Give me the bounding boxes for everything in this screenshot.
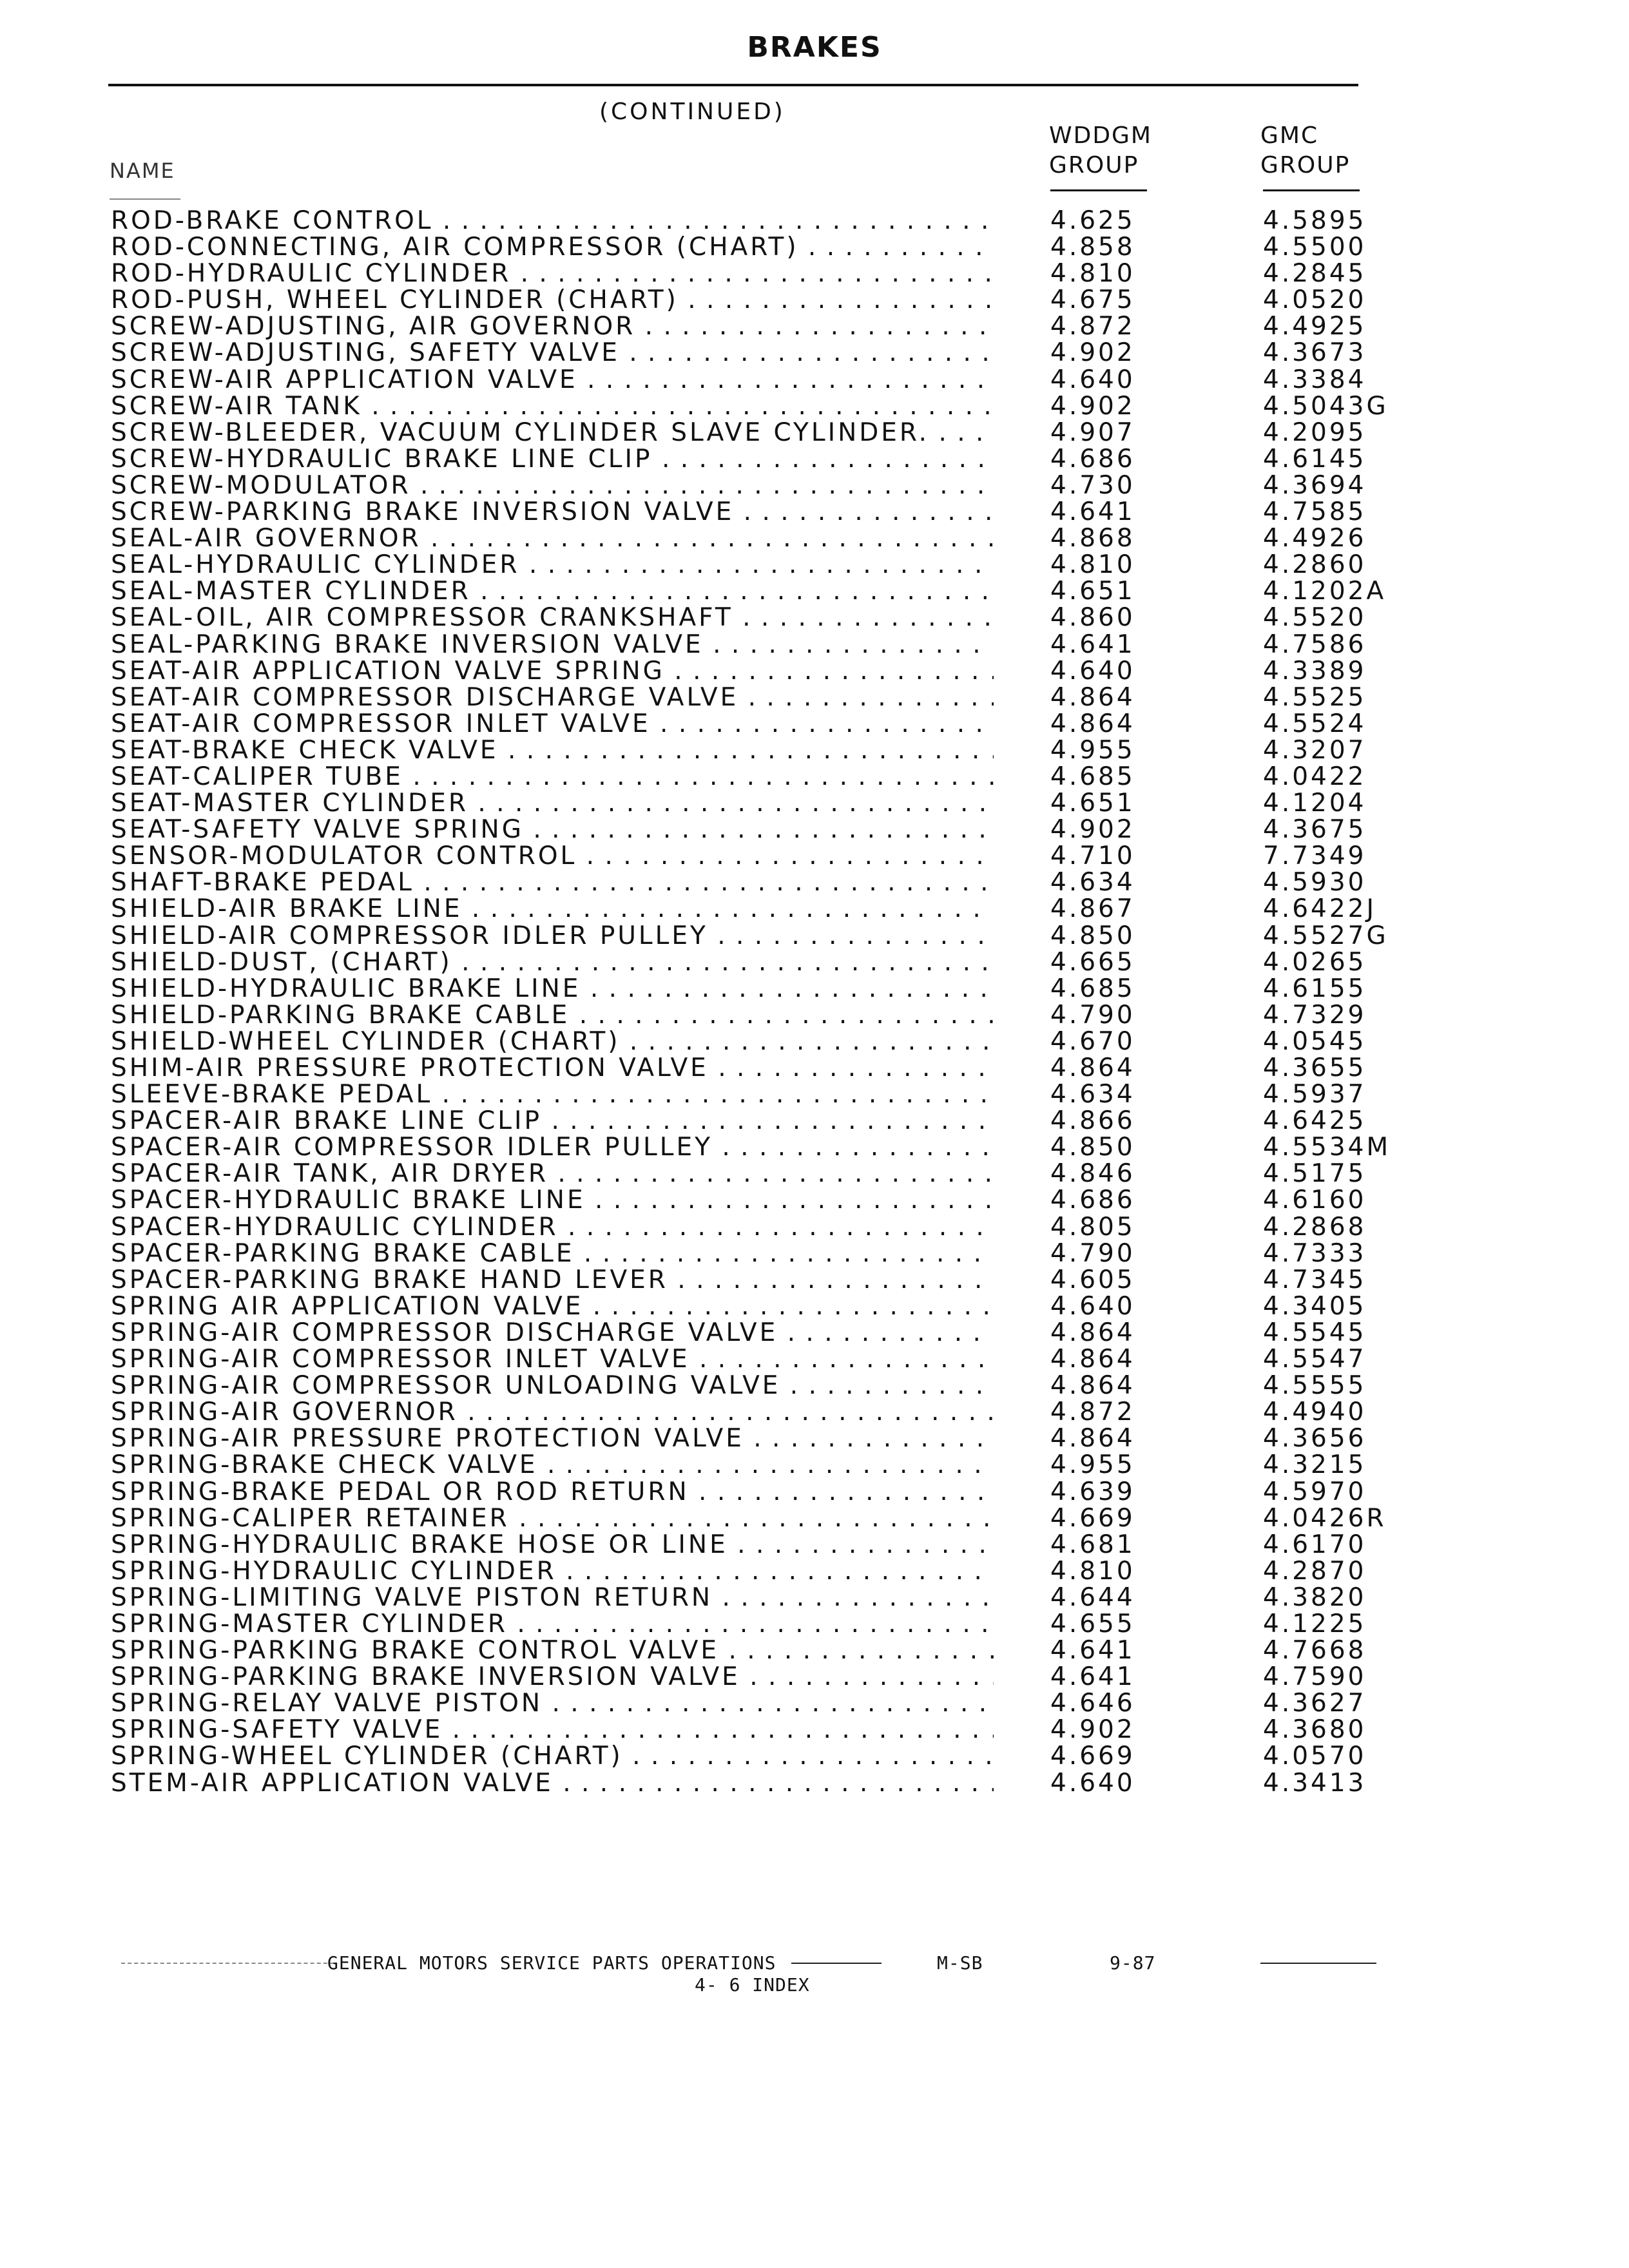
gmc-group-number: 4.6422J [1263,894,1376,924]
gmc-group-number: 4.7345 [1263,1265,1367,1294]
gmc-group-number: 4.3680 [1263,1715,1367,1745]
gmc-group-number: 4.5043G [1263,391,1389,421]
part-name: SPRING-AIR COMPRESSOR UNLOADING VALVE . . . [111,1372,994,1399]
wddgm-group-number: 4.850 [1050,1133,1135,1162]
gmc-group-number: 4.3384 [1263,365,1367,394]
wddgm-group-number: 4.864 [1050,1053,1135,1082]
index-row [0,578,1629,604]
index-row [0,896,1629,922]
wddgm-group-number: 4.605 [1050,1265,1135,1294]
wddgm-group-number: 4.864 [1050,1424,1135,1454]
wddgm-group-number: 4.634 [1050,1080,1135,1110]
wddgm-group-number: 4.686 [1050,444,1135,474]
index-row [0,287,1629,313]
wddgm-group-number: 4.675 [1050,285,1135,315]
part-name: SPRING-AIR GOVERNOR . . . [111,1399,994,1425]
wddgm-group-number: 4.669 [1050,1503,1135,1533]
wddgm-group-number: 4.641 [1050,1636,1135,1666]
wddgm-group-number: 4.790 [1050,1238,1135,1268]
index-row [0,764,1629,790]
part-name: SEAT-SAFETY VALVE SPRING . . . [111,816,994,843]
name-header-rule [110,198,180,200]
footer-code: M-SB [937,1952,983,1974]
wddgm-group-number: 4.651 [1050,577,1135,606]
part-name: SEAT-BRAKE CHECK VALVE . . . [111,737,994,764]
index-row [0,1240,1629,1267]
wddgm-header-rule [1050,189,1147,191]
part-name: SHIELD-AIR BRAKE LINE . . . [111,896,994,922]
index-row [0,340,1629,366]
title-rule [108,84,1358,86]
part-name: SENSOR-MODULATOR CONTROL . . . [111,843,994,869]
part-name: SHIELD-PARKING BRAKE CABLE . . . [111,1002,994,1028]
wddgm-group-number: 4.864 [1050,682,1135,712]
gmc-group-number: 4.0545 [1263,1026,1367,1056]
part-name: ROD-CONNECTING, AIR COMPRESSOR (CHART) . . . [111,234,994,260]
index-row [0,260,1629,287]
index-row [0,1081,1629,1108]
wddgm-group-number: 4.902 [1050,338,1135,368]
part-name: SEAT-CALIPER TUBE . . . [111,764,994,790]
part-name: SPRING-AIR COMPRESSOR INLET VALVE . . . [111,1346,994,1372]
continued-label: (CONTINUED) [599,99,786,125]
index-row [0,525,1629,552]
index-row [0,393,1629,419]
part-name: SPRING-BRAKE CHECK VALVE . . . [111,1452,994,1478]
wddgm-group-number: 4.860 [1050,603,1135,633]
gmc-group-number: 4.6425 [1263,1106,1367,1136]
gmc-column-header [1260,121,1350,180]
gmc-group-number: 4.6170 [1263,1530,1367,1559]
footer-right-rule [1260,1963,1376,1964]
gmc-group-number: 4.6155 [1263,974,1367,1003]
wddgm-group-number: 4.646 [1050,1689,1135,1718]
parts-index-list [0,207,1629,1796]
gmc-group-number: 4.5970 [1263,1477,1367,1506]
part-name: SCREW-ADJUSTING, AIR GOVERNOR . . . [111,313,994,340]
wddgm-group-number: 4.902 [1050,391,1135,421]
wddgm-group-number: 4.655 [1050,1609,1135,1639]
index-row [0,1770,1629,1796]
index-row [0,1532,1629,1558]
part-name: SHIELD-HYDRAULIC BRAKE LINE . . . [111,975,994,1002]
wddgm-header-line-2: GROUP [1049,152,1139,178]
part-name: SCREW-AIR TANK . . . [111,393,994,419]
index-row [0,1611,1629,1637]
gmc-group-number: 4.2845 [1263,259,1367,289]
wddgm-group-number: 4.625 [1050,206,1135,235]
part-name: SHIM-AIR PRESSURE PROTECTION VALVE . . . [111,1055,994,1081]
part-name: SHIELD-AIR COMPRESSOR IDLER PULLEY . . . [111,923,994,949]
gmc-group-number: 4.3389 [1263,656,1367,686]
gmc-group-number: 4.5527G [1263,921,1389,950]
gmc-group-number: 4.2870 [1263,1556,1367,1586]
gmc-group-number: 4.3627 [1263,1689,1367,1718]
wddgm-group-number: 4.685 [1050,762,1135,791]
index-row [0,1452,1629,1478]
gmc-group-number: 4.3656 [1263,1424,1367,1454]
part-name: SHAFT-BRAKE PEDAL . . . [111,869,994,896]
gmc-group-number: 4.0265 [1263,947,1367,977]
index-row [0,631,1629,658]
gmc-group-number: 4.2860 [1263,550,1367,580]
gmc-group-number: 4.4940 [1263,1398,1367,1427]
index-row [0,604,1629,631]
gmc-group-number: 4.3215 [1263,1450,1367,1480]
wddgm-column-header [1049,121,1152,180]
wddgm-group-number: 4.864 [1050,709,1135,738]
wddgm-group-number: 4.640 [1050,365,1135,394]
index-row [0,737,1629,764]
part-name: SPRING-PARKING BRAKE CONTROL VALVE . . . [111,1637,994,1664]
part-name: SPACER-AIR COMPRESSOR IDLER PULLEY . . . [111,1134,994,1160]
part-name: SCREW-HYDRAULIC BRAKE LINE CLIP . . . [111,446,994,472]
index-row [0,472,1629,499]
part-name: SCREW-ADJUSTING, SAFETY VALVE . . . [111,340,994,366]
index-row [0,1479,1629,1505]
index-row [0,1293,1629,1320]
gmc-group-number: 4.5524 [1263,709,1367,738]
gmc-group-number: 4.5525 [1263,682,1367,712]
gmc-group-number: 4.1225 [1263,1609,1367,1639]
part-name: SPRING-WHEEL CYLINDER (CHART) . . . [111,1743,994,1769]
part-name: SEAL-AIR GOVERNOR . . . [111,525,994,552]
index-row [0,1743,1629,1769]
wddgm-group-number: 4.872 [1050,1398,1135,1427]
index-row [0,552,1629,578]
part-name: SEAL-MASTER CYLINDER . . . [111,578,994,604]
wddgm-group-number: 4.864 [1050,1371,1135,1401]
gmc-group-number: 4.3820 [1263,1582,1367,1612]
index-row [0,684,1629,711]
gmc-group-number: 4.5175 [1263,1159,1367,1189]
gmc-group-number: 4.4926 [1263,524,1367,553]
part-name: SPACER-AIR BRAKE LINE CLIP . . . [111,1108,994,1134]
part-name: SLEEVE-BRAKE PEDAL . . . [111,1081,994,1108]
gmc-group-number: 4.5937 [1263,1080,1367,1110]
part-name: SEAT-AIR COMPRESSOR DISCHARGE VALVE . . . [111,684,994,711]
name-column-header: NAME [110,159,175,183]
part-name: SPRING-SAFETY VALVE . . . [111,1716,994,1743]
index-row [0,1028,1629,1055]
wddgm-group-number: 4.641 [1050,497,1135,527]
wddgm-group-number: 4.686 [1050,1186,1135,1215]
part-name: SPACER-PARKING BRAKE HAND LEVER . . . [111,1267,994,1293]
index-row [0,367,1629,393]
gmc-group-number: 4.5895 [1263,206,1367,235]
wddgm-group-number: 4.790 [1050,1000,1135,1030]
footer-publisher: GENERAL MOTORS SERVICE PARTS OPERATIONS [327,1952,776,1974]
part-name: SCREW-AIR APPLICATION VALVE . . . [111,367,994,393]
gmc-group-number: 4.6160 [1263,1186,1367,1215]
gmc-group-number: 4.7586 [1263,629,1367,659]
index-row [0,1108,1629,1134]
index-row [0,790,1629,816]
gmc-group-number: 4.5547 [1263,1345,1367,1374]
gmc-group-number: 4.1204 [1263,789,1367,818]
index-row [0,1160,1629,1187]
index-row [0,843,1629,869]
index-row [0,1716,1629,1743]
gmc-group-number: 4.0570 [1263,1742,1367,1771]
part-name: SEAL-HYDRAULIC CYLINDER . . . [111,552,994,578]
index-row [0,1346,1629,1372]
index-row [0,313,1629,340]
gmc-group-number: 4.1202A [1263,577,1387,606]
wddgm-group-number: 4.681 [1050,1530,1135,1559]
index-row [0,446,1629,472]
gmc-group-number: 4.7668 [1263,1636,1367,1666]
wddgm-group-number: 4.685 [1050,974,1135,1003]
index-row [0,1664,1629,1690]
gmc-group-number: 4.7329 [1263,1000,1367,1030]
index-row [0,816,1629,843]
gmc-group-number: 4.5545 [1263,1318,1367,1347]
wddgm-group-number: 4.866 [1050,1106,1135,1136]
wddgm-group-number: 4.864 [1050,1345,1135,1374]
wddgm-group-number: 4.868 [1050,524,1135,553]
wddgm-group-number: 4.907 [1050,418,1135,447]
footer-date: 9-87 [1110,1952,1156,1974]
index-row [0,923,1629,949]
gmc-group-number: 4.0426R [1263,1503,1387,1533]
gmc-group-number: 4.0520 [1263,285,1367,315]
gmc-header-line-2: GROUP [1260,152,1351,178]
wddgm-group-number: 4.641 [1050,1662,1135,1692]
wddgm-group-number: 4.810 [1050,259,1135,289]
gmc-group-number: 4.3675 [1263,815,1367,845]
index-row [0,1505,1629,1532]
part-name: SPACER-HYDRAULIC BRAKE LINE . . . [111,1187,994,1213]
gmc-group-number: 4.5500 [1263,233,1367,262]
gmc-group-number: 4.7333 [1263,1238,1367,1268]
wddgm-group-number: 4.805 [1050,1212,1135,1242]
part-name: SPRING-MASTER CYLINDER . . . [111,1611,994,1637]
part-name: SPRING-BRAKE PEDAL OR ROD RETURN . . . [111,1479,994,1505]
wddgm-group-number: 4.955 [1050,735,1135,765]
part-name: SEAL-OIL, AIR COMPRESSOR CRANKSHAFT . . . [111,604,994,631]
gmc-group-number: 4.3207 [1263,735,1367,765]
wddgm-group-number: 4.864 [1050,1318,1135,1347]
part-name: SEAT-AIR COMPRESSOR INLET VALVE . . . [111,711,994,737]
gmc-group-number: 4.0422 [1263,762,1367,791]
wddgm-group-number: 4.810 [1050,1556,1135,1586]
index-row [0,207,1629,234]
gmc-group-number: 4.7585 [1263,497,1367,527]
index-row [0,499,1629,525]
wddgm-group-number: 4.641 [1050,629,1135,659]
wddgm-group-number: 4.634 [1050,868,1135,898]
wddgm-group-number: 4.872 [1050,312,1135,341]
gmc-group-number: 4.3405 [1263,1291,1367,1321]
part-name: SPRING-AIR COMPRESSOR DISCHARGE VALVE . . . [111,1320,994,1346]
index-row [0,419,1629,446]
part-name: SPRING-RELAY VALVE PISTON . . . [111,1690,994,1716]
gmc-group-number: 4.6145 [1263,444,1367,474]
wddgm-group-number: 4.665 [1050,947,1135,977]
index-row [0,1690,1629,1716]
wddgm-group-number: 4.902 [1050,1715,1135,1745]
gmc-header-rule [1263,189,1360,191]
index-row [0,1187,1629,1213]
index-row [0,1320,1629,1346]
wddgm-group-number: 4.730 [1050,470,1135,500]
wddgm-group-number: 4.644 [1050,1582,1135,1612]
gmc-group-number: 4.3655 [1263,1053,1367,1082]
gmc-group-number: 4.5555 [1263,1371,1367,1401]
wddgm-group-number: 4.669 [1050,1742,1135,1771]
index-row [0,1637,1629,1664]
wddgm-header-line-1: WDDGM [1049,122,1152,149]
index-row [0,1055,1629,1081]
gmc-group-number: 4.3694 [1263,470,1367,500]
index-row [0,1372,1629,1399]
part-name: SPACER-HYDRAULIC CYLINDER . . . [111,1214,994,1240]
page-title: BRAKES [747,31,882,64]
part-name: SCREW-BLEEDER, VACUUM CYLINDER SLAVE CYLINDER. . . . [111,419,994,446]
part-name: SPRING-CALIPER RETAINER . . . [111,1505,994,1532]
wddgm-group-number: 4.639 [1050,1477,1135,1506]
part-name: SCREW-MODULATOR . . . [111,472,994,499]
part-name: SPACER-PARKING BRAKE CABLE . . . [111,1240,994,1267]
gmc-group-number: 7.7349 [1263,841,1367,871]
index-row [0,975,1629,1002]
index-row [0,1558,1629,1584]
footer-index: 4- 6 INDEX [695,1974,810,1995]
part-name: ROD-PUSH, WHEEL CYLINDER (CHART) . . . [111,287,994,313]
gmc-header-line-1: GMC [1260,122,1319,149]
gmc-group-number: 4.7590 [1263,1662,1367,1692]
part-name: SPRING-PARKING BRAKE INVERSION VALVE . . . [111,1664,994,1690]
part-name: SHIELD-WHEEL CYLINDER (CHART) . . . [111,1028,994,1055]
wddgm-group-number: 4.867 [1050,894,1135,924]
part-name: SHIELD-DUST, (CHART) . . . [111,949,994,975]
index-row [0,1134,1629,1160]
part-name: SEAT-AIR APPLICATION VALVE SPRING . . . [111,658,994,684]
part-name: ROD-HYDRAULIC CYLINDER . . . [111,260,994,287]
part-name: SPRING AIR APPLICATION VALVE . . . [111,1293,994,1320]
part-name: SEAL-PARKING BRAKE INVERSION VALVE . . . [111,631,994,658]
part-name: SPRING-LIMITING VALVE PISTON RETURN . . . [111,1584,994,1611]
wddgm-group-number: 4.955 [1050,1450,1135,1480]
index-row [0,1425,1629,1452]
gmc-group-number: 4.3413 [1263,1768,1367,1798]
part-name: ROD-BRAKE CONTROL . . . [111,207,994,234]
part-name: SPRING-HYDRAULIC CYLINDER . . . [111,1558,994,1584]
wddgm-group-number: 4.858 [1050,233,1135,262]
wddgm-group-number: 4.710 [1050,841,1135,871]
gmc-group-number: 4.2095 [1263,418,1367,447]
index-row [0,1399,1629,1425]
index-row [0,869,1629,896]
wddgm-group-number: 4.651 [1050,789,1135,818]
index-row [0,711,1629,737]
gmc-group-number: 4.5534M [1263,1133,1391,1162]
index-row [0,1584,1629,1611]
index-row [0,1214,1629,1240]
index-row [0,949,1629,975]
footer-left-rule [121,1963,334,1964]
wddgm-group-number: 4.902 [1050,815,1135,845]
wddgm-group-number: 4.640 [1050,1291,1135,1321]
wddgm-group-number: 4.640 [1050,1768,1135,1798]
gmc-group-number: 4.5930 [1263,868,1367,898]
part-name: STEM-AIR APPLICATION VALVE . . . [111,1770,994,1796]
wddgm-group-number: 4.810 [1050,550,1135,580]
gmc-group-number: 4.3673 [1263,338,1367,368]
index-row [0,658,1629,684]
index-row [0,234,1629,260]
index-row [0,1267,1629,1293]
gmc-group-number: 4.4925 [1263,312,1367,341]
wddgm-group-number: 4.670 [1050,1026,1135,1056]
wddgm-group-number: 4.640 [1050,656,1135,686]
wddgm-group-number: 4.846 [1050,1159,1135,1189]
part-name: SPRING-HYDRAULIC BRAKE HOSE OR LINE . . . [111,1532,994,1558]
part-name: SCREW-PARKING BRAKE INVERSION VALVE . . . [111,499,994,525]
index-row [0,1002,1629,1028]
gmc-group-number: 4.5520 [1263,603,1367,633]
part-name: SEAT-MASTER CYLINDER . . . [111,790,994,816]
part-name: SPACER-AIR TANK, AIR DRYER . . . [111,1160,994,1187]
gmc-group-number: 4.2868 [1263,1212,1367,1242]
wddgm-group-number: 4.850 [1050,921,1135,950]
part-name: SPRING-AIR PRESSURE PROTECTION VALVE . . . [111,1425,994,1452]
footer-mid-rule [791,1963,882,1964]
